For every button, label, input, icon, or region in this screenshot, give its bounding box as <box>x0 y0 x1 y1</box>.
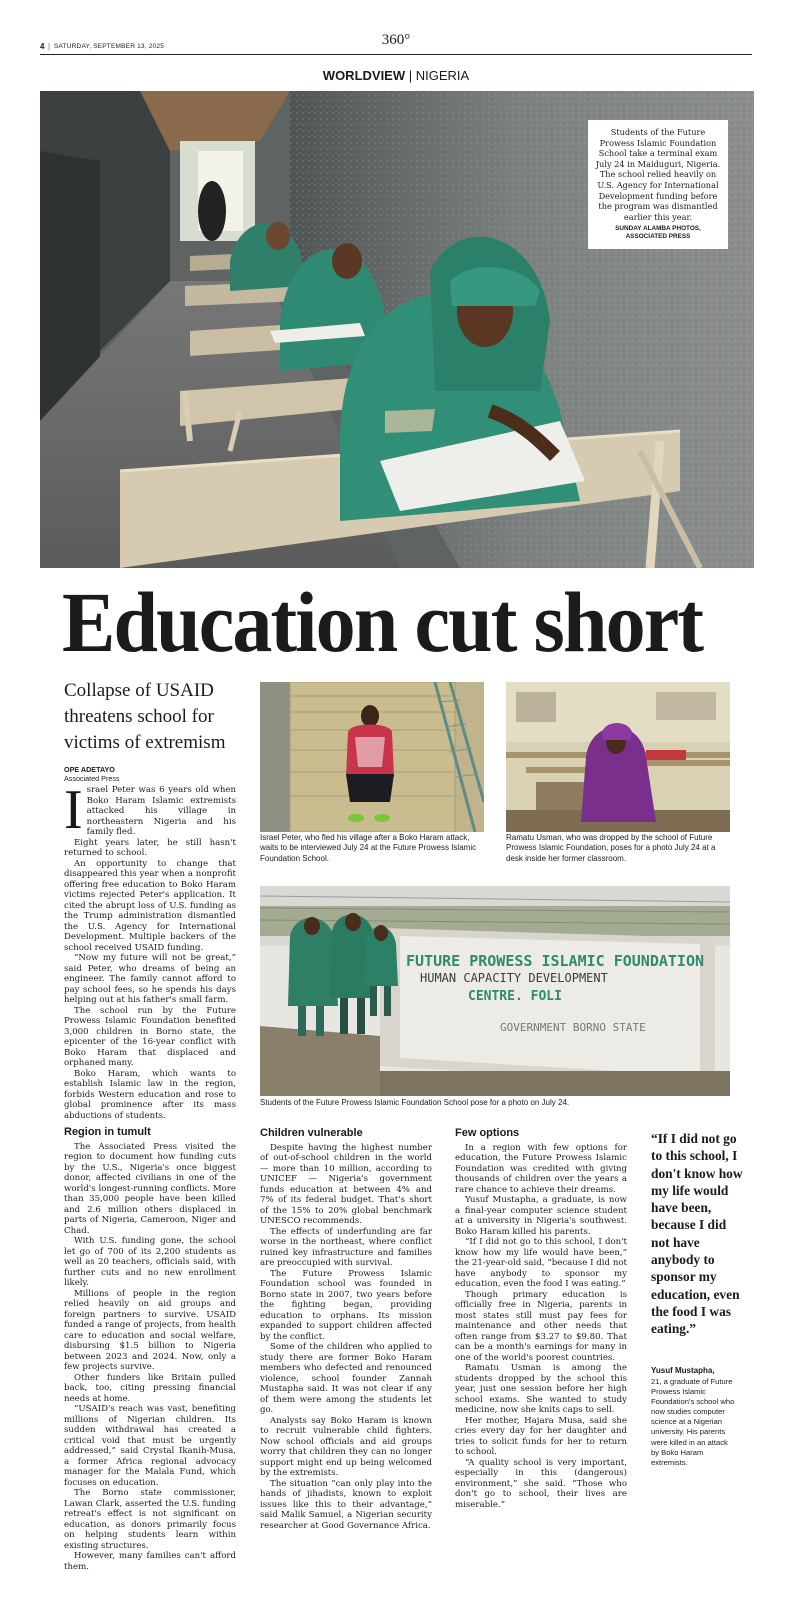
paragraph: Despite having the highest number of out-of-school children in the world — more than 10 million, according to UNICEF — Nigeria's government funds education at between 4% and 7% of its federal budget. That's short of the 15% to 20% global benchmark UNESCO recommends. <box>260 1142 432 1226</box>
paragraph: Her mother, Hajara Musa, said she cries every day for her daughter and tries to solicit funds for her to return to school. <box>455 1415 627 1457</box>
paragraph: Other funders like Britain pulled back, too, citing pressing financial needs at home. <box>64 1372 236 1404</box>
byline: OPE ADETAYO <box>64 765 115 774</box>
paragraph: Eight years later, he still hasn't returned to school. <box>64 837 236 858</box>
header-separator: | <box>48 42 51 51</box>
paragraph: The Associated Press visited the region to document how funding cuts by the U.S., Nigeria's once biggest donor, affected civilians in one of the world's longest-running conflicts. More than 35,000 people have been killed and 2.6 million others displaced in parts of Nigeria, Cameroon, Niger and Chad. <box>64 1141 236 1236</box>
paragraph: “A quality school is very important, especially in this (dangerous) environment,” she said. “Those who don't go to school, their lives are miserable.” <box>455 1457 627 1510</box>
paragraph: srael Peter was 6 years old when Boko Haram Islamic extremists attacked his village in northeastern Nigeria and his family fled. <box>86 785 236 837</box>
paragraph: Millions of people in the region relied heavily on aid groups and foreign partners to survive. USAID funded a range of projects, from health care to education and social welfare, disbursing $1.5 billion to Nigeria between 2023 and 2024. Now, only a few projects survive. <box>64 1288 236 1372</box>
region-label: | NIGERIA <box>408 68 470 83</box>
paragraph: “USAID's reach was vast, benefiting millions of Nigerian children. Its sudden withdrawal has created a critical void that must be urgently addressed,” said Crystal Ikanih-Musa, a former Africa regional advocacy manager for the Malala Fund, which focuses on education. <box>64 1404 236 1488</box>
sign-text-3: CENTRE. FOLI <box>468 989 562 1004</box>
header-rule <box>40 54 752 55</box>
paragraph: Ramatu Usman is among the students dropped by the school this year, just one session before her high school exams. She wanted to study medicine, now she knits caps to sell. <box>455 1363 627 1415</box>
hero-caption <box>588 120 728 249</box>
headline: Education cut short <box>62 574 703 670</box>
paragraph: The Future Prowess Islamic Foundation school was founded in Borno state in 2007, two years before the fighting began, providing education to orphans. Its mission expanded to support children affected by the conflict. <box>260 1268 432 1342</box>
sign-text-1: FUTURE PROWESS ISLAMIC FOUNDATION <box>406 952 705 970</box>
photo-ramatu-usman <box>506 682 730 832</box>
paragraph: The situation “can only play into the hands of jihadists, known to exploit issues like this to their advantage,” said Malik Samuel, a Nigerian security researcher at Good Governance Africa. <box>260 1478 432 1531</box>
photo-school-sign <box>260 886 730 1096</box>
section-title: 360° <box>381 32 411 48</box>
paragraph: In a region with few options for education, the Future Prowess Islamic Foundation was credited with giving thousands of children over the years a rare chance to achieve their dreams. <box>455 1142 627 1195</box>
sign-text-4: GOVERNMENT BORNO STATE <box>500 1021 646 1034</box>
paragraph: An opportunity to change that disappeared this year when a nonprofit offering free education to Boko Haram victims rejected Peter's application. It cited the abrupt loss of U.S. funding as the Trump administration dismantled the U.S. Agency for International Development. Multiple backers of the school received USAID funding. <box>64 858 236 953</box>
photo-caption-ramatu-usman: Ramatu Usman, who was dropped by the school of Future Prowess Islamic Foundation, poses for a photo July 24 at a desk inside her former classroom. <box>506 833 716 863</box>
paragraph: “If I did not go to this school, I don't know how my life would have been,” the 21-year-old said, “because I did not have anybody to sponsor my education, even the food I was eating.” <box>455 1237 627 1289</box>
byline-agency: Associated Press <box>64 774 120 783</box>
pull-quote-description: 21, a graduate of Future Prowess Islamic Foundation's school who now studies computer science at a Nigerian university. His parents were killed in an attack by Boko Haram extremists. <box>651 1377 735 1467</box>
subhead-children-vulnerable: Children vulnerable <box>260 1127 363 1139</box>
page-number: 4 <box>40 42 45 51</box>
paragraph: Yusuf Mustapha, a graduate, is now a final-year computer science student at a university in Nigeria's southwest. Boko Haram killed his parents. <box>455 1195 627 1237</box>
article-column-2 <box>260 1128 432 1531</box>
paragraph: The Borno state commissioner, Lawan Clark, asserted the U.S. funding retreat's effect is not significant on education, as donors primarily focus on helping students learn within existing structures. <box>64 1488 236 1551</box>
paragraph: The effects of underfunding are far worse in the northeast, where conflict ruined key infrastructure and families are preoccupied with survival. <box>260 1226 432 1268</box>
worldview-label: WORLDVIEW <box>322 68 406 83</box>
paragraph: Boko Haram, which wants to establish Islamic law in the region, forbids Western education and rose to global prominence after its mass abductions of students. <box>64 1068 236 1121</box>
paragraph: Though primary education is officially free in Nigeria, parents in most states still must pay fees for maintenance and other needs that often range from $3.27 to $9.80. That can be a month's earnings for many in one of the world's poorest countries. <box>455 1289 627 1363</box>
photo-israel-peter <box>260 682 484 832</box>
paragraph: With U.S. funding gone, the school let go of 700 of its 2,200 students as well as 20 teachers, officials said, with further cuts and no new enrollment likely. <box>64 1236 236 1288</box>
section-label <box>0 68 792 83</box>
paragraph: Analysts say Boko Haram is known to recruit vulnerable child fighters. Now school officials and aid groups worry that children they can no longer support might end up being welcomed by the extremists. <box>260 1415 432 1478</box>
subhead-few-options: Few options <box>455 1127 520 1139</box>
paragraph: However, many families can't afford them. <box>64 1551 236 1572</box>
issue-date: SATURDAY, SEPTEMBER 13, 2025 <box>54 43 165 50</box>
photo-caption-students: Students of the Future Prowess Islamic Foundation School pose for a photo on July 24. <box>260 1098 570 1107</box>
article-column-1 <box>64 779 236 1572</box>
subhead-region-in-tumult: Region in tumult <box>64 1126 151 1138</box>
photo-caption-israel-peter: Israel Peter, who fled his village after a Boko Haram attack, waits to be interviewed July 24 at the Future Prowess Islamic Foundation School. <box>260 833 477 863</box>
drop-cap: I <box>64 779 83 841</box>
hero-caption-text: Students of the Future Prowess Islamic Foundation School take a terminal exam July 24 in Maiduguri, Nigeria. The school relied heavily on U.S. Agency for International Development funding before the program was dismantled earlier this year. <box>595 127 721 222</box>
paragraph: Some of the children who applied to study there are former Boko Haram members who defected and renounced violence, school founder Zannah Mustapha said. It was not clear if any of them were among the students let go. <box>260 1342 432 1415</box>
article-column-3 <box>455 1128 627 1510</box>
pull-quote: “If I did not go to this school, I don't know how my life would have been, because I did not have anybody to sponsor my education, even the food I was eating.” <box>651 1131 743 1337</box>
paragraph: “Now my future will not be great,” said Peter, who dreams of being an engineer. The family cannot afford to pay school fees, so he spends his days helping out at his father's small farm. <box>64 953 236 1005</box>
paragraph: The school run by the Future Prowess Islamic Foundation benefited 3,000 children in Borno state, the epicenter of the 16-year conflict with Boko Haram that displaced and orphaned many. <box>64 1005 236 1068</box>
deck: Collapse of USAID threatens school for victims of extremism <box>64 680 226 753</box>
pull-quote-name: Yusuf Mustapha, <box>651 1366 715 1375</box>
sign-text-2: HUMAN CAPACITY DEVELOPMENT <box>420 971 608 985</box>
photo-credit: SUNDAY ALAMBA PHOTOS, ASSOCIATED PRESS <box>615 225 701 241</box>
